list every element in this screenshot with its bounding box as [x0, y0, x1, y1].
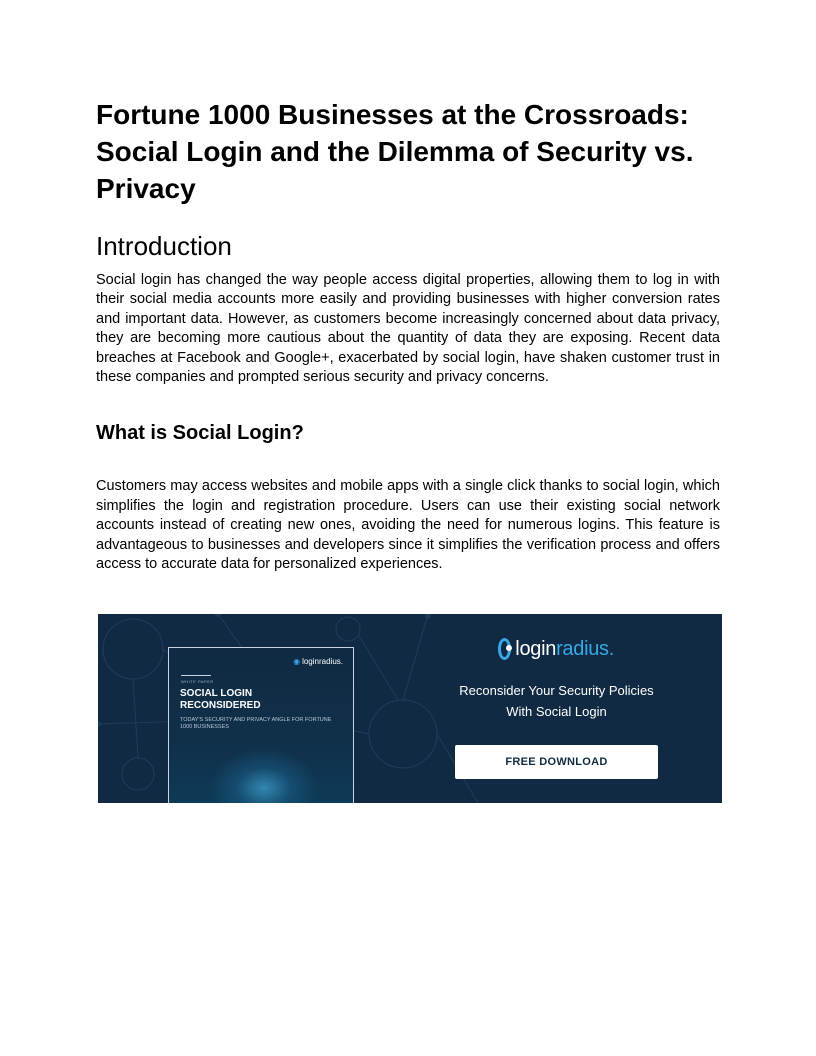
section-paragraph: Customers may access websites and mobile apps with a single click thanks to social login, which simplifies the login and registration procedure. Users can use their existing social network accounts instead of creating new ones, avoiding the need for numerous logins. This feature is advantageous to businesses and developers since it simplifies the verification process and offers access to accurate data for personalized experiences.: [96, 478, 720, 573]
promo-banner[interactable]: [98, 614, 722, 803]
cover-kicker: WHITE PAPER: [181, 679, 214, 684]
network-glow: [209, 748, 319, 803]
cover-title: SOCIAL LOGIN RECONSIDERED: [180, 688, 261, 711]
cover-subtitle: TODAY'S SECURITY AND PRIVACY ANGLE FOR FORTUNE 1000 BUSINESSES: [180, 717, 332, 730]
banner-tagline: Reconsider Your Security Policies With Social Login: [459, 683, 654, 719]
article-title: Fortune 1000 Businesses at the Crossroads: Social Login and the Dilemma of Security vs. Privacy: [96, 99, 694, 204]
free-download-button[interactable]: FREE DOWNLOAD: [455, 745, 658, 779]
intro-heading: Introduction: [96, 231, 232, 261]
loginradius-icon: ◉: [293, 657, 301, 666]
article: [96, 96, 720, 574]
loginradius-icon: [498, 638, 511, 660]
intro-paragraph: Social login has changed the way people access digital properties, allowing them to log in with their social media accounts more easily and providing businesses with higher conversion rates and important data. However, as customers become increasingly concerned about data privacy, they are becoming more cautious about the quantity of data they are exposing. Recent data breaches at Facebook and Google+, exacerbated by social login, have shaken customer trust in these companies and prompted serious security and privacy concerns.: [96, 272, 720, 386]
cover-rule: [181, 675, 211, 676]
whitepaper-cover: [168, 647, 354, 803]
cover-logo: ◉ loginradius.: [293, 657, 343, 666]
loginradius-logo: loginradius.: [498, 634, 614, 664]
section-heading: What is Social Login?: [96, 422, 304, 445]
